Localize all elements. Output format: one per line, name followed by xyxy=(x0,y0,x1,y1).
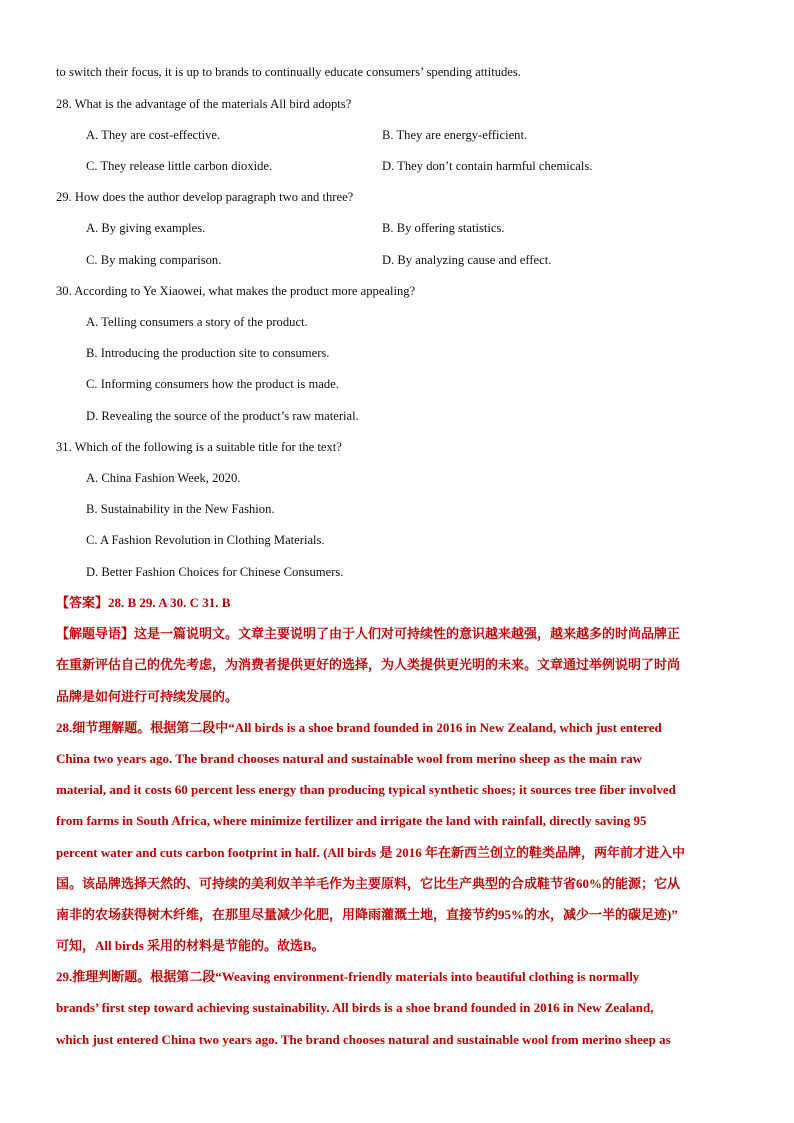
answer-label: 【答案】 xyxy=(56,595,109,610)
question-28-option-b: B. They are energy-efficient. xyxy=(382,128,528,142)
question-31-stem: 31. Which of the following is a suitable title for the text? xyxy=(56,440,342,454)
question-28-option-a: A. They are cost-effective. xyxy=(86,128,221,142)
question-29-option-a: A. By giving examples. xyxy=(86,221,206,235)
intro-line: to switch their focus, it is up to brands to continually educate consumers’ spending attitudes. xyxy=(56,65,521,79)
explain-28-line-2: China two years ago. The brand chooses natural and sustainable wool from merino sheep as the main raw xyxy=(56,751,643,766)
explain-29-line-1: 29.推理判断题。根据第二段“Weaving environment-friendly materials into beautiful clothing is normally xyxy=(56,969,640,984)
guide-text-1: 这是一篇说明文。文章主要说明了由于人们对可持续性的意识越来越强，越来越多的时尚品牌正 xyxy=(134,626,681,641)
question-30-stem: 30. According to Ye Xiaowei, what makes the product more appealing? xyxy=(56,284,416,298)
question-30-option-d: D. Revealing the source of the product’s raw material. xyxy=(86,409,359,423)
explain-28-line-3: material, and it costs 60 percent less energy than producing typical synthetic shoes; it sources tree fiber involved xyxy=(56,782,676,797)
question-28-stem: 28. What is the advantage of the materials All bird adopts? xyxy=(56,97,352,111)
question-29-option-b: B. By offering statistics. xyxy=(382,221,505,235)
question-31-option-c: C. A Fashion Revolution in Clothing Materials. xyxy=(86,533,325,547)
question-29-option-c: C. By making comparison. xyxy=(86,253,222,267)
question-31-option-a: A. China Fashion Week, 2020. xyxy=(86,471,241,485)
question-28-option-c: C. They release little carbon dioxide. xyxy=(86,159,273,173)
guide-line-2: 在重新评估自己的优先考虑，为消费者提供更好的选择，为人类提供更光明的未来。文章通过举例说明了时尚 xyxy=(56,657,681,672)
explain-28-line-1: 28.细节理解题。根据第二段中“All birds is a shoe brand founded in 2016 in New Zealand, which just entered xyxy=(56,720,662,735)
explain-29-line-3: which just entered China two years ago. The brand chooses natural and sustainable wool from merino sheep as xyxy=(56,1032,671,1047)
question-29-option-d: D. By analyzing cause and effect. xyxy=(382,253,552,267)
answer-line xyxy=(56,595,230,611)
explain-28-line-7: 南非的农场获得树木纤维，在那里尽量减少化肥，用降雨灌溉土地，直接节约95%的水，减少一半的碳足迹)” xyxy=(56,907,678,922)
question-28-option-d: D. They don’t contain harmful chemicals. xyxy=(382,159,593,173)
question-31-option-b: B. Sustainability in the New Fashion. xyxy=(86,502,275,516)
guide-label: 【解题导语】 xyxy=(56,626,135,641)
question-30-option-b: B. Introducing the production site to consumers. xyxy=(86,346,330,360)
question-31-option-d: D. Better Fashion Choices for Chinese Consumers. xyxy=(86,565,344,579)
answer-text: 28. B 29. A 30. C 31. B xyxy=(108,595,231,610)
question-30-option-c: C. Informing consumers how the product is made. xyxy=(86,377,339,391)
explain-29-line-2: brands’ first step toward achieving sustainability. All birds is a shoe brand founded in 2016 in New Zealand, xyxy=(56,1000,654,1015)
explain-28-line-6: 国。该品牌选择天然的、可持续的美利奴羊羊毛作为主要原料，它比生产典型的合成鞋节省60%的能源；它从 xyxy=(56,876,681,891)
guide-line-1 xyxy=(56,626,680,642)
question-29-stem: 29. How does the author develop paragraph two and three? xyxy=(56,190,354,204)
explain-28-line-4: from farms in South Africa, where minimize fertilizer and irrigate the land with rainfall, directly saving 95 xyxy=(56,813,647,828)
question-30-option-a: A. Telling consumers a story of the product. xyxy=(86,315,308,329)
explain-28-line-8: 可知，All birds 采用的材料是节能的。故选B。 xyxy=(56,938,325,953)
guide-line-3: 品牌是如何进行可持续发展的。 xyxy=(56,689,239,704)
explain-28-line-5: percent water and cuts carbon footprint in half. (All birds 是 2016 年在新西兰创立的鞋类品牌，两年前才进入中 xyxy=(56,845,685,860)
